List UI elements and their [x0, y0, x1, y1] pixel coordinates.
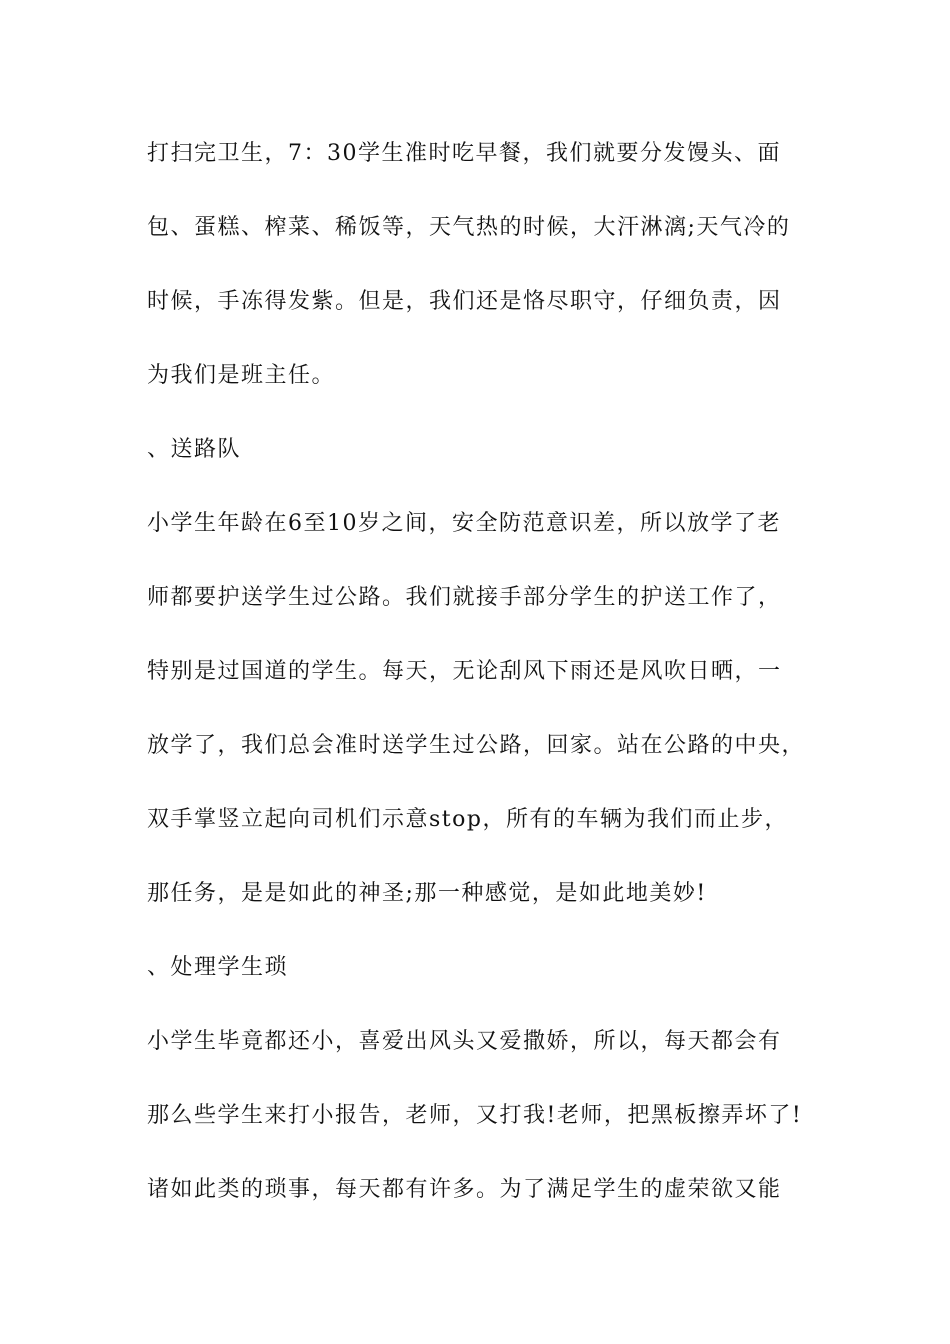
paragraph-line: 为我们是班主任。	[147, 363, 336, 388]
body-text	[147, 131, 837, 1241]
paragraph-line: 特别是过国道的学生。每天，无论刮风下雨还是风吹日晒，一	[147, 659, 782, 684]
paragraph-line: 双手掌竖立起向司机们示意stop，所有的车辆为我们而止步，	[147, 807, 788, 832]
paragraph-line: 放学了，我们总会准时送学生过公路，回家。站在公路的中央，	[147, 733, 806, 758]
paragraph-line: 时候，手冻得发紫。但是，我们还是恪尽职守，仔细负责，因	[147, 289, 782, 314]
paragraph-line: 那任务，是是如此的神圣;那一种感觉，是如此地美妙!	[147, 881, 707, 906]
paragraph-line: 师都要护送学生过公路。我们就接手部分学生的护送工作了，	[147, 585, 782, 610]
paragraph-line: 小学生毕竟都还小，喜爱出风头又爱撒娇，所以，每天都会有	[147, 1029, 782, 1054]
paragraph-line: 诸如此类的琐事，每天都有许多。为了满足学生的虚荣欲又能	[147, 1177, 782, 1202]
section-heading: 、送路队	[147, 437, 242, 462]
paragraph-line: 包、蛋糕、榨菜、稀饭等，天气热的时候，大汗淋漓;天气冷的	[147, 215, 791, 240]
paragraph-line: 打扫完卫生，7：30学生准时吃早餐，我们就要分发馒头、面	[147, 141, 781, 166]
paragraph-line: 那么些学生来打小报告，老师，又打我!老师，把黑板擦弄坏了!	[147, 1103, 803, 1128]
section-heading: 、处理学生琐	[147, 955, 289, 980]
paragraph-line: 小学生年龄在6至10岁之间，安全防范意识差，所以放学了老	[147, 511, 781, 536]
